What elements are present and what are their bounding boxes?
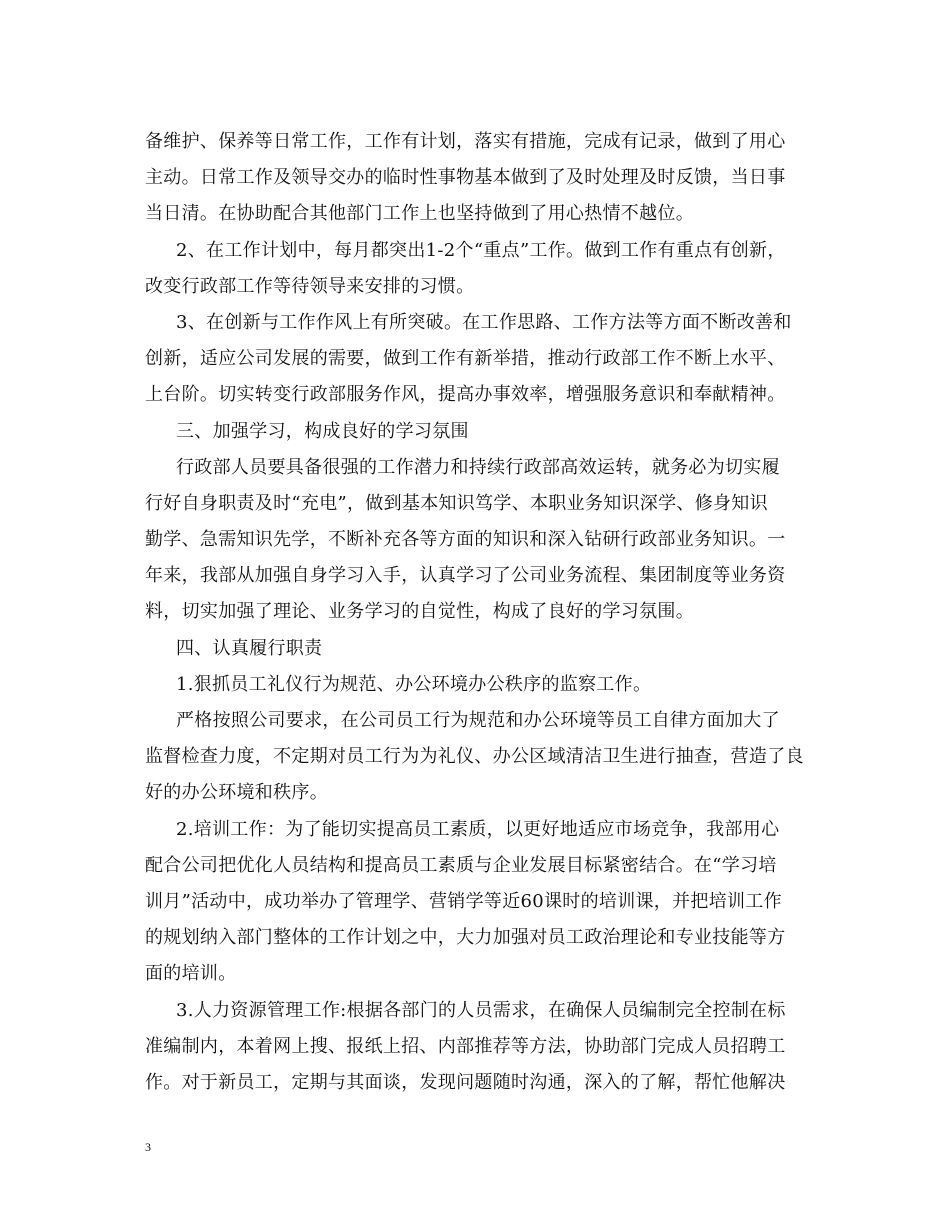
- text-line: 训月”活动中，成功举办了管理学、营销学等近60课时的培训课，并把培训工作: [145, 890, 782, 912]
- text-line: 料，切实加强了理论、业务学习的自觉性，构成了良好的学习氛围。: [145, 601, 694, 623]
- text-line: 配合公司把优化人员结构和提高员工素质与企业发展目标紧密结合。在“学习培: [145, 854, 777, 876]
- section-heading: 三、加强学习，构成良好的学习氛围: [176, 420, 469, 442]
- page-number: 3: [145, 1140, 151, 1154]
- text-line: 2.培训工作：为了能切实提高员工素质，以更好地适应市场竞争，我部用心: [176, 818, 780, 840]
- text-line: 主动。日常工作及领导交办的临时性事物基本做到了及时处理及时反馈，当日事: [145, 167, 786, 189]
- text-line: 上台阶。切实转变行政部服务作风，提高办事效率，增强服务意识和奉献精神。: [145, 384, 786, 406]
- text-line: 面的培训。: [145, 963, 237, 985]
- text-line: 3.人力资源管理工作:根据各部门的人员需求，在确保人员编制完全控制在标: [176, 999, 786, 1021]
- text-line: 创新，适应公司发展的需要，做到工作有新举措，推动行政部工作不断上水平、: [145, 348, 786, 370]
- body-text: [145, 124, 815, 1101]
- text-line: 年来，我部从加强自身学习入手，认真学习了公司业务流程、集团制度等业务资: [145, 565, 786, 587]
- text-line: 准编制内，本着网上搜、报纸上招、内部推荐等方法，协助部门完成人员招聘工: [145, 1035, 786, 1057]
- text-line: 备维护、保养等日常工作，工作有计划，落实有措施，完成有记录，做到了用心: [145, 131, 786, 152]
- text-line: 的规划纳入部门整体的工作计划之中，大力加强对员工政治理论和专业技能等方: [145, 927, 786, 949]
- text-line: 2、在工作计划中，每月都突出1-2个“重点”工作。做到工作有重点有创新，: [176, 239, 786, 261]
- text-line: 改变行政部工作等待领导来安排的习惯。: [145, 275, 475, 297]
- text-line: 作。对于新员工，定期与其面谈，发现问题随时沟通，深入的了解，帮忙他解决: [145, 1071, 786, 1093]
- text-line: 当日清。在协助配合其他部门工作上也坚持做到了用心热情不越位。: [145, 203, 694, 225]
- text-line: 1.狠抓员工礼仪行为规范、办公环境办公秩序的监察工作。: [176, 673, 652, 695]
- text-line: 3、在创新与工作作风上有所突破。在工作思路、工作方法等方面不断改善和: [176, 311, 792, 333]
- text-line: 监督检查力度，不定期对员工行为为礼仪、办公区域清洁卫生进行抽查，营造了良: [145, 746, 804, 768]
- text-line: 严格按照公司要求，在公司员工行为规范和办公环境等员工自律方面加大了: [176, 710, 780, 731]
- text-line: 好的办公环境和秩序。: [145, 782, 328, 804]
- text-line: 行好自身职责及时“充电”，做到基本知识笃学、本职业务知识深学、修身知识: [145, 492, 768, 514]
- text-line: 勤学、急需知识先学，不断补充各等方面的知识和深入钻研行政部业务知识。一: [145, 529, 786, 551]
- text-line: 行政部人员要具备很强的工作潜力和持续行政部高效运转，就务必为切实履: [176, 456, 780, 478]
- section-heading: 四、认真履行职责: [176, 637, 323, 659]
